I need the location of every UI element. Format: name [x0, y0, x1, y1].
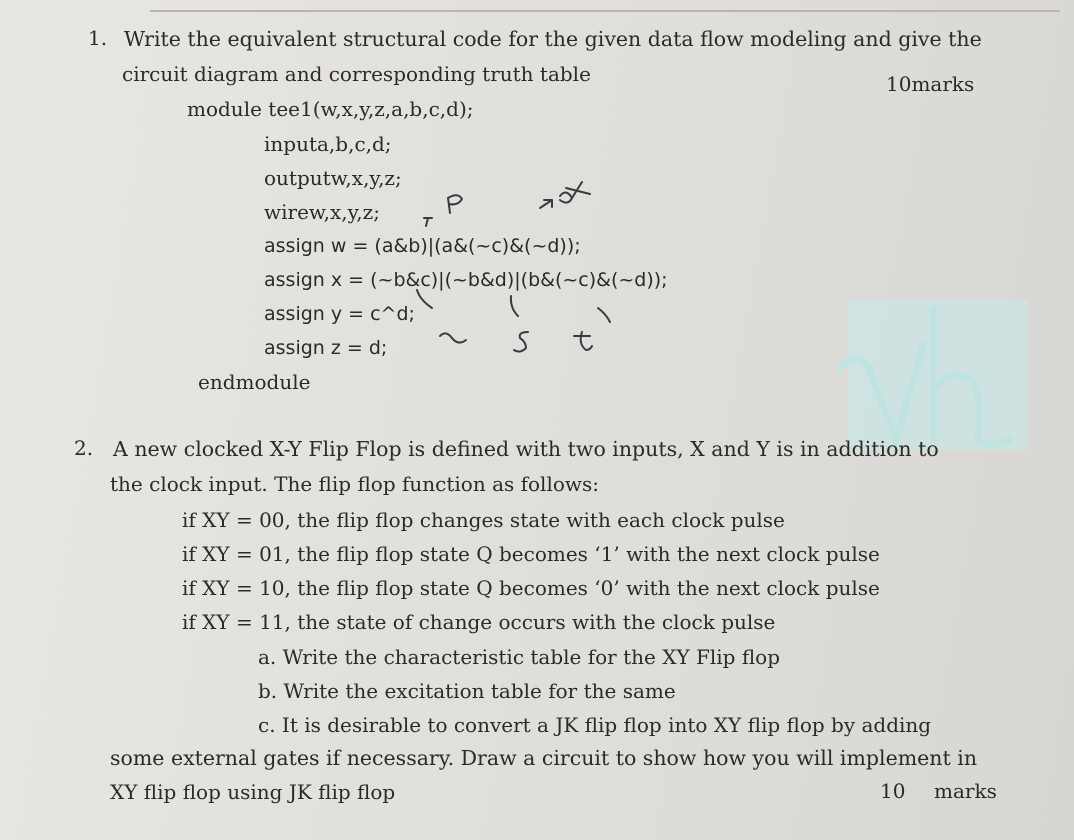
q2-condition-11: if XY = 11, the state of change occurs with the clock pulse [182, 610, 776, 634]
q2-text-line2: the clock input. The flip flop function as follows: [110, 472, 600, 496]
page-top-rule [150, 10, 1060, 12]
code-line-assign-x: assign x = (~b&c)|(~b&d)|(b&(~c)&(~d)); [264, 269, 668, 291]
q2-marks-number: 10 [880, 779, 906, 803]
code-line-module: module tee1(w,x,y,z,a,b,c,d); [187, 97, 474, 121]
code-line-input: inputa,b,c,d; [264, 132, 392, 156]
q2-condition-10: if XY = 10, the flip flop state Q becomes ‘0’ with the next clock pulse [182, 576, 880, 600]
q2-number: 2. [74, 436, 94, 460]
q2-condition-01: if XY = 01, the flip flop state Q becomes ‘1’ with the next clock pulse [182, 542, 880, 566]
code-line-output: outputw,x,y,z; [264, 166, 402, 190]
code-line-wire: wirew,x,y,z; [264, 200, 380, 224]
q2-part-c: c. It is desirable to convert a JK flip flop into XY flip flop by adding [258, 713, 932, 737]
code-line-endmodule: endmodule [198, 370, 311, 394]
q2-condition-00: if XY = 00, the flip flop changes state with each clock pulse [182, 508, 785, 532]
code-line-assign-z: assign z = d; [264, 337, 388, 359]
code-line-assign-w: assign w = (a&b)|(a&(~c)&(~d)); [264, 235, 581, 257]
q1-number: 1. [88, 26, 108, 50]
q2-part-b: b. Write the excitation table for the same [258, 679, 676, 703]
q2-part-a: a. Write the characteristic table for the XY Flip flop [258, 645, 781, 669]
q1-text-line1: Write the equivalent structural code for the given data flow modeling and give the [124, 27, 982, 51]
q2-part-c-line2: some external gates if necessary. Draw a circuit to show how you will implement in [110, 746, 978, 770]
q2-marks-word: marks [934, 779, 997, 803]
q1-marks: 10marks [886, 72, 975, 96]
q2-text-line1: A new clocked X-Y Flip Flop is defined with two inputs, X and Y is in addition to [113, 437, 939, 461]
q2-part-c-line3: XY flip flop using JK flip flop [110, 780, 396, 804]
code-line-assign-y: assign y = c^d; [264, 303, 415, 325]
q1-text-line2: circuit diagram and corresponding truth table [122, 62, 591, 86]
